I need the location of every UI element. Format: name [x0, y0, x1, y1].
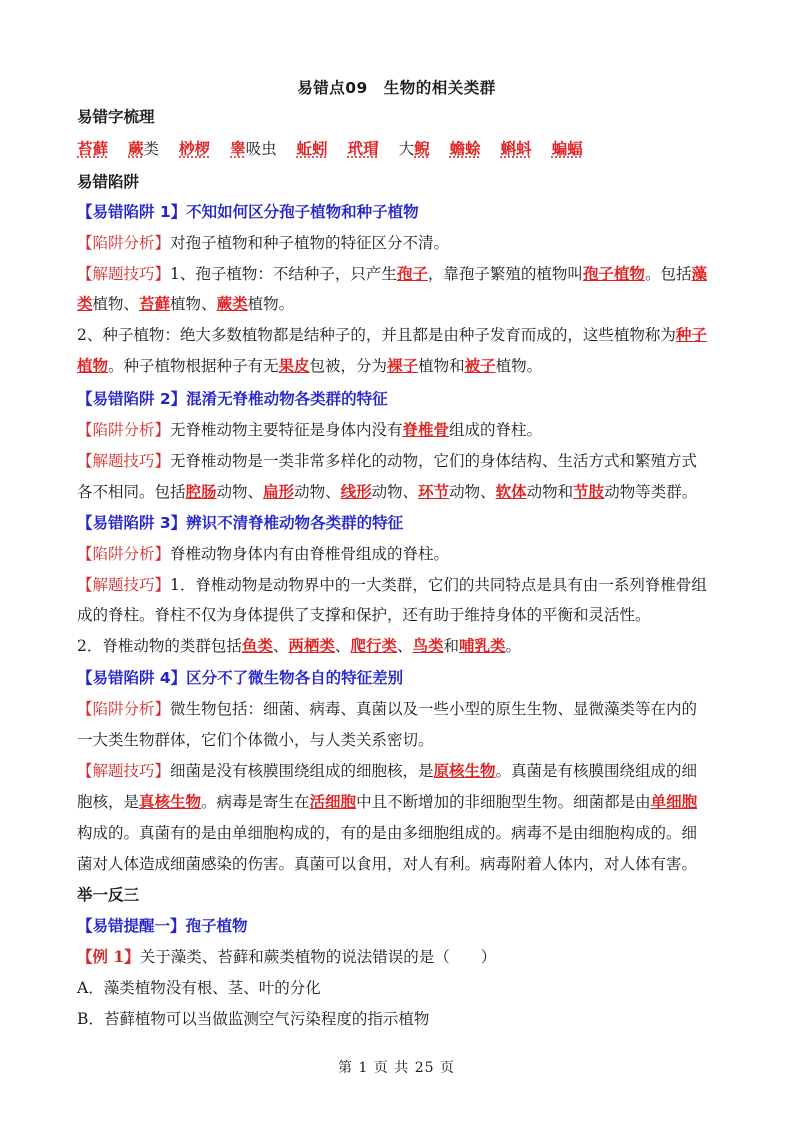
- example-label: 【例 1】: [77, 947, 140, 966]
- word-bianfu: 蝙蝠: [551, 139, 583, 158]
- text-span: 、: [272, 637, 289, 655]
- text-span: 2、种子植物：绝大多数植物都是结种子的，并且都是由种子发育而成的，这些植物称为: [77, 326, 676, 344]
- trap-4-analysis-line-2: 一大类生物群体，它们个体微小，与人类关系密切。: [77, 731, 434, 749]
- keyword-baozi-zhiwu: 孢子植物: [582, 264, 645, 283]
- section-heading-traps: 易错陷阱: [77, 173, 140, 191]
- text-span: 。种子植物根据种子有无: [108, 357, 279, 375]
- text-span: 动物等类群。: [604, 483, 698, 501]
- trap-2-analysis: [77, 420, 719, 440]
- word-kedou: 蝌蚪: [500, 139, 532, 158]
- word-qiuyin: 蚯蚓: [296, 139, 328, 158]
- section-heading-wrong-chars: 易错字梳理: [77, 108, 155, 126]
- tips-label: 【解题技巧】: [77, 576, 171, 594]
- text-span: 植物、: [92, 295, 140, 313]
- trap-1-analysis-text: 对孢子植物和种子植物的特征区分不清。: [170, 234, 450, 252]
- word-da: 大: [398, 140, 415, 158]
- trap-1-analysis: [77, 233, 719, 253]
- text-span: 动物、: [294, 483, 341, 501]
- keyword-yulei: 鱼类: [241, 636, 273, 655]
- trap-1-title: 【易错陷阱 1】不知如何区分孢子植物和种子植物: [77, 203, 419, 221]
- trap-1-tips-line-1: [77, 264, 719, 284]
- text-span: 各不相同。包括: [77, 483, 186, 501]
- word-gao: 睾: [230, 139, 246, 158]
- keyword-yuanhe-shengwu: 原核生物: [433, 761, 496, 780]
- text-span: 植物。: [495, 357, 543, 375]
- text-span: 中且不断增加的非细胞型生物。细菌都是由: [356, 793, 651, 811]
- trap-2-tips-line-1: [77, 451, 719, 471]
- keyword-lei: 类: [77, 294, 93, 313]
- trap-3-analysis: [77, 544, 719, 564]
- text-span: 植物、: [170, 295, 217, 313]
- trap-4-tips-line-1: [77, 761, 719, 781]
- example-1-option-b: B．苔藓植物可以当做监测空气污染程度的指示植物: [77, 1010, 430, 1028]
- page-title: 易错点09 生物的相关类群: [297, 79, 496, 97]
- trap-3-tips-line-3: [77, 636, 719, 656]
- text-span: 植物。: [247, 295, 295, 313]
- text-span: ，靠孢子繁殖的植物叫: [427, 265, 583, 283]
- reminder-1-title: 【易错提醒一】孢子植物: [77, 917, 248, 935]
- text-span: 动物和: [526, 483, 574, 501]
- word-ni: 鲵: [414, 139, 430, 158]
- section-heading-examples: 举一反三: [77, 886, 140, 904]
- text-span: 动物、: [449, 483, 496, 501]
- analysis-label: 【陷阱分析】: [77, 700, 171, 718]
- keyword-huanjie: 环节: [418, 482, 450, 501]
- text-span: 无脊椎动物主要特征是身体内没有: [170, 421, 403, 439]
- keyword-liangqilei: 两栖类: [288, 636, 335, 655]
- keyword-taixian: 苔藓: [139, 294, 171, 313]
- text-span: 。包括: [644, 265, 692, 283]
- keyword-huo-xibao: 活细胞: [309, 792, 357, 811]
- trap-1-seed-line-1: [77, 325, 719, 345]
- keyword-jiezhi: 节肢: [573, 482, 605, 501]
- trap-4-title: 【易错陷阱 4】区分不了微生物各自的特征差别: [77, 669, 404, 687]
- text-span: 、: [396, 637, 413, 655]
- keyword-xianxing: 线形: [340, 482, 372, 501]
- keyword-dan-xibao: 单细胞: [650, 792, 698, 811]
- keyword-buru-lei: 哺乳类: [459, 636, 506, 655]
- word-suoluo: 桫椤: [179, 139, 211, 158]
- keyword-qiangchang: 腔肠: [185, 482, 217, 501]
- trap-3-tips-line-1: [77, 575, 719, 595]
- word-chanchu: 蟾蜍: [449, 139, 481, 158]
- text-span: 2．脊椎动物的类群包括: [77, 637, 242, 655]
- keyword-baozi: 孢子: [396, 264, 428, 283]
- text-span: 。病毒是寄生在: [201, 793, 310, 811]
- text-span: 1．脊椎动物是动物界中的一大类群，它们的共同特点是具有由一系列脊椎骨组: [170, 576, 707, 594]
- tips-label: 【解题技巧】: [77, 265, 171, 283]
- keyword-beizi: 被子: [464, 356, 496, 375]
- trap-2-title: 【易错陷阱 2】混淆无脊椎动物各类群的特征: [77, 390, 388, 408]
- text-span: 关于藻类、苔藓和蕨类植物的说法错误的是（ ）: [139, 948, 497, 966]
- trap-4-tips-line-3: 构成的。真菌有的是由单细胞构成的，有的是由多细胞组成的。病毒不是由细胞构成的。细: [77, 824, 698, 842]
- example-1-option-a: A．藻类植物没有根、茎、叶的分化: [77, 979, 321, 997]
- keyword-zhenhe-shengwu: 真核生物: [139, 792, 202, 811]
- keyword-zao: 藻: [691, 264, 707, 283]
- trap-3-title: 【易错陷阱 3】辨识不清脊椎动物各类群的特征: [77, 514, 404, 532]
- analysis-label: 【陷阱分析】: [77, 421, 171, 439]
- keyword-guopi: 果皮: [278, 356, 310, 375]
- example-1-question: [77, 947, 719, 967]
- keyword-juelei: 蕨类: [216, 294, 248, 313]
- text-span: 脊椎动物身体内有由脊椎骨组成的脊柱。: [170, 545, 450, 563]
- trap-4-analysis-line-1: [77, 699, 719, 719]
- wrong-char-list: [77, 139, 719, 159]
- keyword-bianxing: 扁形: [263, 482, 295, 501]
- keyword-luozi: 裸子: [387, 356, 419, 375]
- page-footer: 第 1 页 共 25 页: [338, 1060, 455, 1076]
- word-xichong: 吸虫: [245, 140, 277, 158]
- text-span: 、: [334, 637, 351, 655]
- keyword-ruanti: 软体: [495, 482, 527, 501]
- text-span: 和: [443, 637, 459, 655]
- text-span: 1、孢子植物：不结种子，只产生: [170, 265, 397, 283]
- trap-1-seed-line-2: [77, 356, 719, 376]
- text-span: 组成的脊柱。: [449, 421, 543, 439]
- text-span: 无脊椎动物是一类非常多样化的动物，它们的身体结构、生活方式和繁殖方式: [170, 452, 698, 470]
- word-lei: 类: [143, 140, 160, 158]
- trap-3-tips-line-2: 成的脊柱。脊柱不仅为身体提供了支撑和保护，还有助于维持身体的平衡和灵活性。: [77, 606, 651, 624]
- text-span: 植物和: [418, 357, 465, 375]
- keyword-niaolei: 鸟类: [412, 636, 444, 655]
- trap-1-tips-line-2: [77, 294, 719, 314]
- analysis-label: 【陷阱分析】: [77, 545, 171, 563]
- text-span: 。真菌是有核膜围绕组成的细: [495, 762, 698, 780]
- keyword-jizhuigu: 脊椎骨: [402, 420, 450, 439]
- trap-4-tips-line-4: 菌对人体造成细菌感染的伤害。真菌可以食用，对人有利。病毒附着人体内，对人体有害。: [77, 855, 698, 873]
- keyword-paxinglei: 爬行类: [350, 636, 397, 655]
- text-span: 细菌是没有核膜围绕组成的细胞核，是: [170, 762, 434, 780]
- trap-2-tips-line-2: [77, 482, 719, 502]
- keyword-zhongzi: 种子: [675, 325, 707, 344]
- text-span: 微生物包括：细菌、病毒、真菌以及一些小型的原生生物、显微藻类等在内的: [170, 700, 698, 718]
- text-span: 。: [505, 637, 522, 655]
- word-daimao: 玳瑁: [347, 139, 379, 158]
- trap-4-tips-line-2: [77, 792, 719, 812]
- word-taixian: 苔藓: [77, 139, 109, 158]
- word-jue: 蕨: [128, 139, 144, 158]
- tips-label: 【解题技巧】: [77, 452, 171, 470]
- analysis-label: 【陷阱分析】: [77, 234, 171, 252]
- text-span: 胞核，是: [77, 793, 140, 811]
- text-span: 包被，分为: [309, 357, 388, 375]
- keyword-zhiwu: 植物: [77, 356, 109, 375]
- text-span: 动物、: [371, 483, 419, 501]
- text-span: 动物、: [216, 483, 264, 501]
- tips-label: 【解题技巧】: [77, 762, 171, 780]
